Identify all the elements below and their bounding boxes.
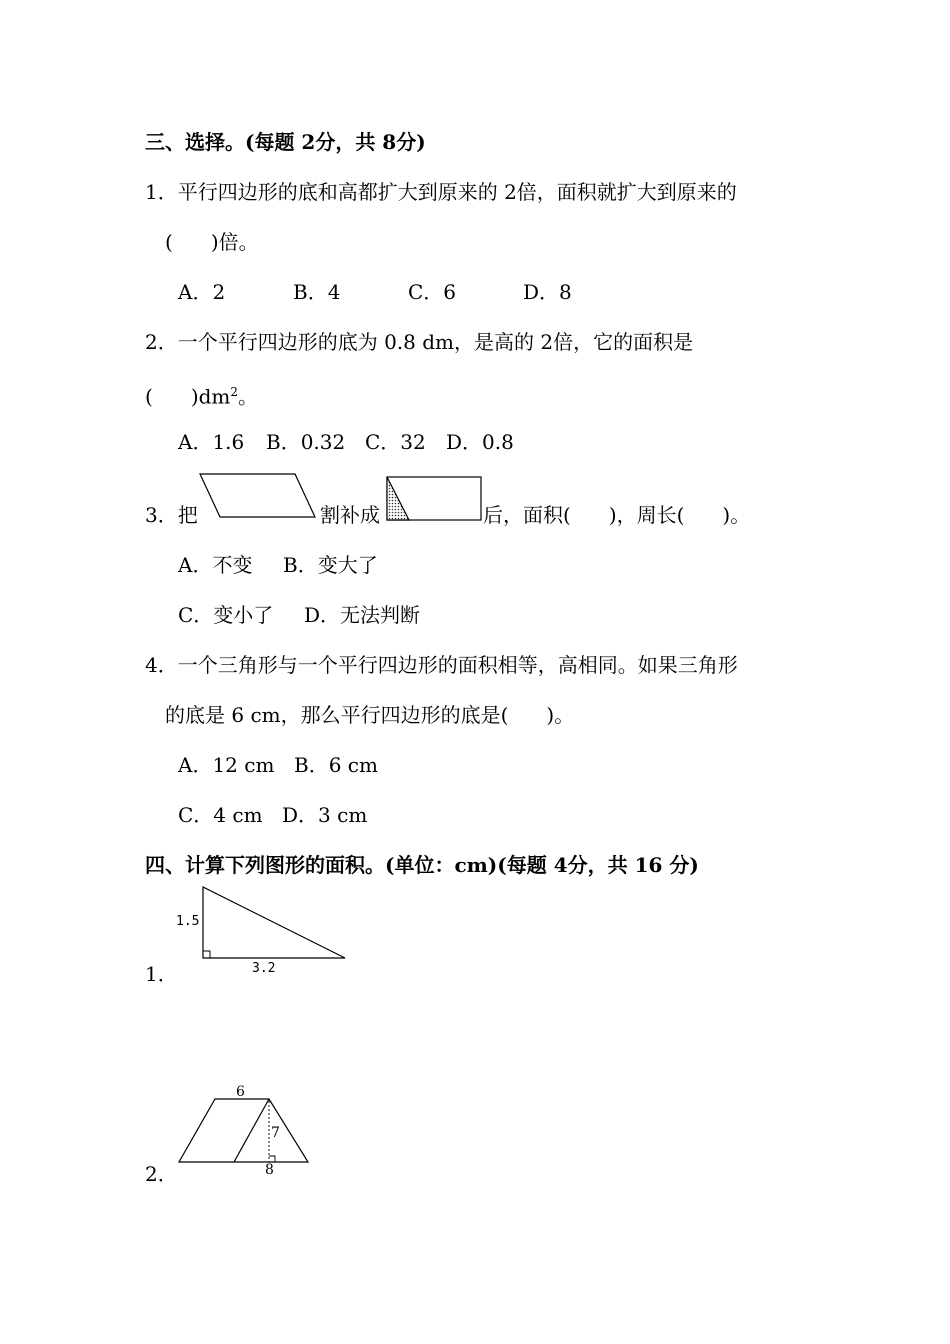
- q4-question: 的底是 6 cm，那么平行四边形的底是(: [165, 703, 509, 727]
- q1-answer-close: )倍。: [210, 230, 259, 254]
- q4-option-a[interactable]: A．12 cm: [178, 753, 275, 777]
- q2-option-b[interactable]: B．0.32: [266, 430, 346, 454]
- q3-prefix: 3．把: [145, 503, 198, 527]
- q3-option-d[interactable]: D．无法判断: [304, 603, 421, 627]
- q3-shaded-triangle: [387, 477, 409, 520]
- q2-unit-exponent: 2: [230, 385, 239, 399]
- q1-option-c[interactable]: C．6: [408, 280, 457, 304]
- q2-option-a[interactable]: A．1.6: [178, 430, 245, 454]
- q4-option-c[interactable]: C．4 cm: [178, 803, 263, 827]
- q2-text-line1: 2．一个平行四边形的底为 0.8 dm，是高的 2倍，它的面积是: [145, 330, 694, 354]
- q1-option-b[interactable]: B．4: [293, 280, 341, 304]
- q2-unit: )dm: [190, 384, 231, 409]
- p2-base-label: 8: [265, 1162, 274, 1178]
- q4-end: )。: [546, 703, 575, 727]
- q2-option-c[interactable]: C．32: [365, 430, 426, 454]
- q3-option-c[interactable]: C．变小了: [178, 603, 274, 627]
- q4-text-line1: 4．一个三角形与一个平行四边形的面积相等，高相同。如果三角形: [145, 653, 738, 677]
- q3-option-a[interactable]: A．不变: [178, 553, 253, 577]
- q1-text-line1: 1．平行四边形的底和高都扩大到原来的 2倍，面积就扩大到原来的: [145, 180, 737, 204]
- p1-base-label: 3.2: [252, 961, 276, 976]
- q1-text-line2: [165, 230, 259, 254]
- q2-answer-open: (: [145, 384, 153, 409]
- q3-suffix-line: [483, 503, 750, 527]
- p1-label: 1．: [145, 962, 178, 986]
- p2-inner-line: [234, 1099, 269, 1162]
- q3-area-label: 后，面积(: [483, 503, 571, 527]
- p1-height-label: 1.5: [176, 914, 200, 929]
- q4-option-d[interactable]: D．3 cm: [282, 803, 368, 827]
- q2-option-d[interactable]: D．0.8: [446, 430, 514, 454]
- p2-trapezoid-figure: [176, 1095, 316, 1167]
- q3-option-b[interactable]: B．变大了: [283, 553, 378, 577]
- q3-rectangle-figure: [385, 475, 485, 523]
- q1-option-a[interactable]: A．2: [178, 280, 226, 304]
- q1-option-d[interactable]: D．8: [523, 280, 572, 304]
- q1-answer-open: (: [165, 230, 173, 254]
- p2-label: 2．: [145, 1162, 178, 1186]
- q3-perimeter-label: )，周长(: [608, 503, 685, 527]
- section-3-heading: 三、选择。(每题 2分，共 8分): [145, 130, 426, 154]
- q2-text-line2: [145, 380, 258, 409]
- q2-end: 。: [238, 384, 259, 409]
- q4-text-line2: [165, 703, 574, 727]
- p2-height-label: 7: [271, 1125, 280, 1141]
- q3-middle: 割补成: [320, 503, 380, 527]
- section-4-heading: 四、计算下列图形的面积。(单位：cm)(每题 4分，共 16 分): [145, 853, 699, 877]
- p2-top-label: 6: [236, 1084, 245, 1100]
- q3-parallelogram-figure: [198, 472, 318, 522]
- q4-option-b[interactable]: B．6 cm: [294, 753, 378, 777]
- p1-right-angle-mark: [203, 951, 210, 958]
- q3-end: )。: [722, 503, 751, 527]
